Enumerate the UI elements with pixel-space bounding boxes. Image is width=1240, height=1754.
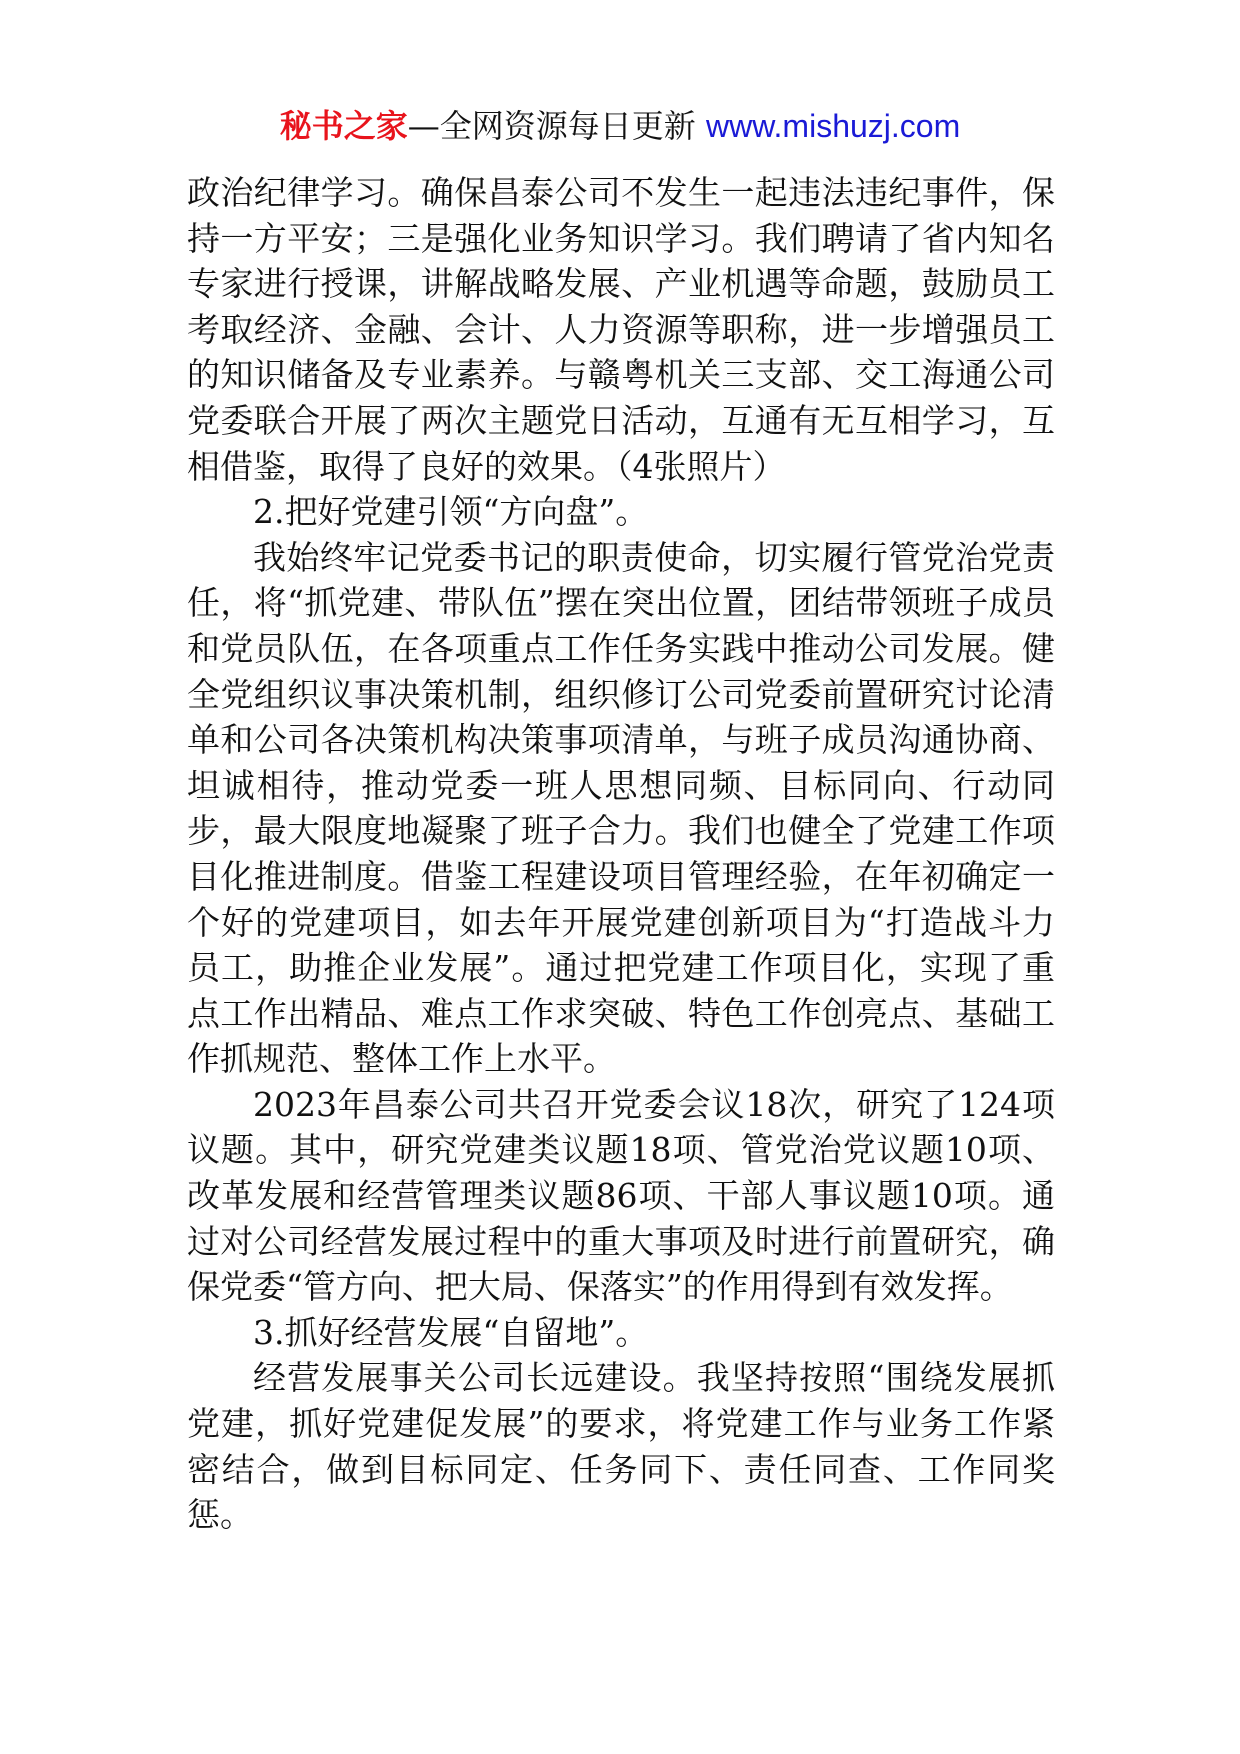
document-body bbox=[187, 170, 1055, 1538]
section-heading-3: 3.抓好经营发展“自留地”。 bbox=[253, 1312, 649, 1352]
paragraph: 经营发展事关公司长远建设。我坚持按照“围绕发展抓党建，抓好党建促发展”的要求，将党建工作与业务工作紧密结合，做到目标同定、任务同下、责任同查、工作同奖惩。 bbox=[187, 1358, 1055, 1535]
paragraph-continuation: 政治纪律学习。确保昌泰公司不发生一起违法违纪事件，保持一方平安；三是强化业务知识学习。我们聘请了省内知名专家进行授课，讲解战略发展、产业机遇等命题，鼓励员工考取经济、金融、会计、人力资源等职称，进一步增强员工的知识储备及专业素养。与赣粤机关三支部、交工海通公司党委联合开展了两次主题党日活动，互通有无互相学习，互相借鉴，取得了良好的效果。（4张照片） bbox=[187, 173, 1055, 486]
paragraph: 我始终牢记党委书记的职责使命，切实履行管党治党责任，将“抓党建、带队伍”摆在突出位置，团结带领班子成员和党员队伍，在各项重点工作任务实践中推动公司发展。健全党组织议事决策机制，组织修订公司党委前置研究讨论清单和公司各决策机构决策事项清单，与班子成员沟通协商、坦诚相待，推动党委一班人思想同频、目标同向、行动同步，最大限度地凝聚了班子合力。我们也健全了党建工作项目化推进制度。借鉴工程建设项目管理经验，在年初确定一个好的党建项目，如去年开展党建创新项目为“打造战斗力员工，助推企业发展”。通过把党建工作项目化，实现了重点工作出精品、难点工作求突破、特色工作创亮点、基础工作抓规范、整体工作上水平。 bbox=[187, 537, 1055, 1079]
page-header bbox=[0, 104, 1240, 148]
header-slogan: —全网资源每日更新 bbox=[407, 107, 706, 145]
header-brand: 秘书之家 bbox=[279, 107, 408, 145]
paragraph: 2023年昌泰公司共召开党委会议18次，研究了124项议题。其中，研究党建类议题18项、管党治党议题10项、改革发展和经营管理类议题86项、干部人事议题10项。通过对公司经营发展过程中的重大事项及时进行前置研究，确保党委“管方向、把大局、保落实”的作用得到有效发挥。 bbox=[187, 1084, 1055, 1307]
header-url-link[interactable]: www.mishuzj.com bbox=[705, 108, 961, 144]
section-heading-2: 2.把好党建引领“方向盘”。 bbox=[253, 492, 649, 532]
